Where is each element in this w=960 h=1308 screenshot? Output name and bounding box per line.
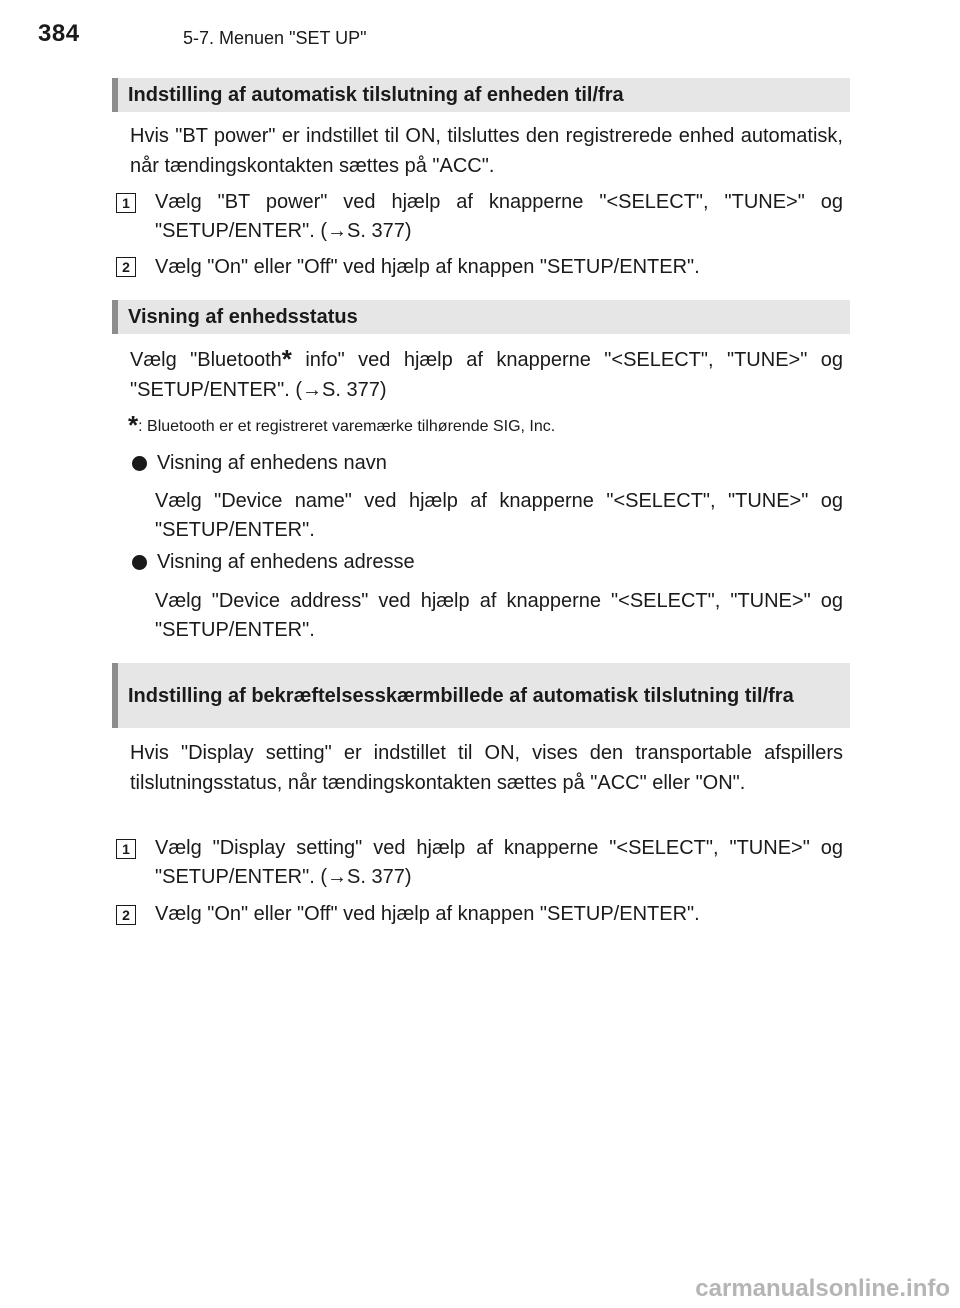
step-badge-1: 1 — [116, 193, 136, 213]
chapter-title: 5-7. Menuen "SET UP" — [183, 28, 367, 48]
page-number: 384 — [38, 20, 80, 47]
bullet-device-address-text: Vælg "Device address" ved hjælp af knapperne "<SELECT", "TUNE>" og "SETUP/ENTER". — [155, 590, 843, 641]
step-badge-2: 2 — [116, 257, 136, 277]
asterisk-icon: * — [128, 410, 139, 440]
footnote — [128, 410, 555, 441]
section-header-auto-connect: Indstilling af automatisk tilslutning af enheden til/fra — [112, 78, 850, 112]
section1-intro: Hvis "BT power" er indstillet til ON, tilsluttes den registrerede enhed automatisk, når tændingskontakten sættes på "ACC". — [130, 125, 843, 177]
section1-step-1: Vælg "BT power" ved hjælp af knapperne "<SELECT", "TUNE>" og "SETUP/ENTER". (→S. 377) — [155, 191, 843, 242]
section2-intro — [130, 345, 843, 405]
bullet-device-name — [132, 449, 387, 478]
section3-step-2: Vælg "On" eller "Off" ved hjælp af knappen "SETUP/ENTER". — [155, 903, 700, 925]
section1-step-2: Vælg "On" eller "Off" ved hjælp af knappen "SETUP/ENTER". — [155, 256, 700, 278]
footnote-text: : Bluetooth er et registreret varemærke tilhørende SIG, Inc. — [138, 418, 556, 435]
bullet-device-address — [132, 548, 415, 577]
bullet-device-name-text: Vælg "Device name" ved hjælp af knapperne "<SELECT", "TUNE>" og "SETUP/ENTER". — [155, 490, 843, 541]
section3-step-1: Vælg "Display setting" ved hjælp af knapperne "<SELECT", "TUNE>" og "SETUP/ENTER". (→S. 377) — [155, 837, 843, 888]
watermark: carmanualsonline.info — [695, 1275, 950, 1302]
section2-intro-part1: Vælg "Bluetooth — [130, 349, 282, 371]
bullet-label: Visning af enhedens navn — [157, 452, 387, 474]
step-badge-1: 1 — [116, 839, 136, 859]
asterisk-icon: * — [281, 344, 292, 374]
bullet-icon — [132, 456, 147, 471]
section2-intro-part2: info" ved hjælp af knapperne "<SELECT", "TUNE>" og "SETUP/ENTER". (→S. 377) — [130, 349, 844, 401]
section-header-confirm-screen: Indstilling af bekræftelsesskærmbillede af automatisk tilslutning til/fra — [112, 663, 850, 728]
section3-intro: Hvis "Display setting" er indstillet til ON, vises den transportable afspillers tilslutningsstatus, når tændingskontakten sættes på "ACC" eller "ON". — [130, 742, 843, 794]
bullet-label: Visning af enhedens adresse — [157, 551, 415, 573]
bullet-icon — [132, 555, 147, 570]
step-badge-2: 2 — [116, 905, 136, 925]
section-header-device-status: Visning af enhedsstatus — [112, 300, 850, 334]
